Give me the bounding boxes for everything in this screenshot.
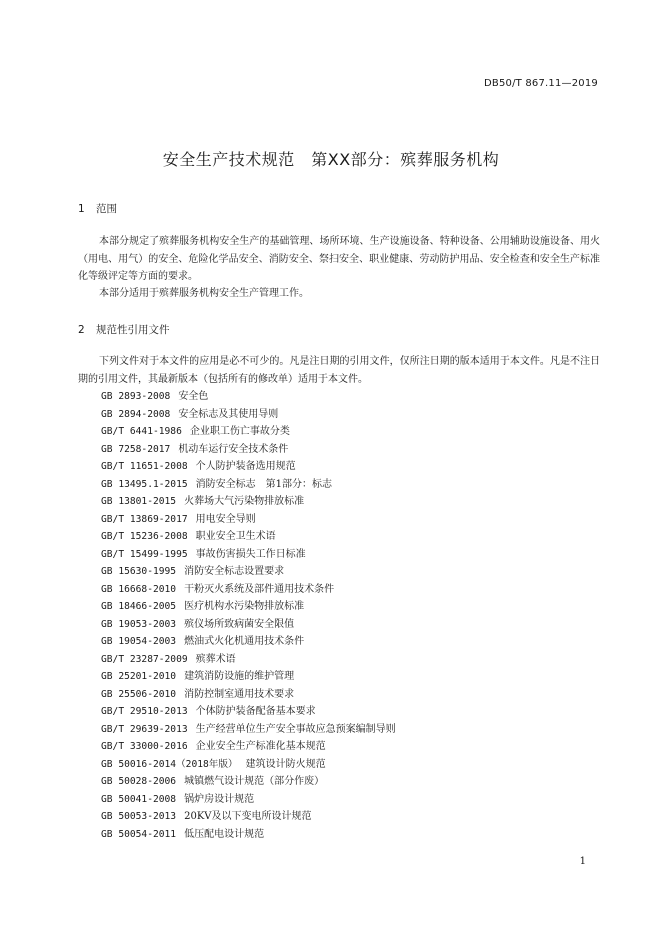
section-2-paragraph-1: 下列文件对于本文件的应用是必不可少的。凡是注日期的引用文件，仅所注日期的版本适用于本文件。凡是不注日期的引用文件，其最新版本（包括所有的修改单）适用于本文件。 [78,356,600,385]
reference-item [101,458,396,476]
reference-item [101,721,396,739]
reference-title: 殡葬术语 [195,653,236,665]
reference-code: GB/T 11651-2008 [101,461,188,472]
reference-item [101,476,396,494]
reference-code: GB 50016-2014（2018年版） [101,758,238,770]
reference-title: 用电安全导则 [195,513,256,525]
reference-item [101,738,396,756]
reference-title: 机动车运行安全技术条件 [178,443,289,455]
reference-item [101,441,396,459]
reference-title: 安全色 [178,391,209,402]
section-1-paragraph-1: 本部分规定了殡葬服务机构安全生产的基础管理、场所环境、生产设施设备、特种设备、公用辅助设施设备、用火（用电、用气）的安全、危险化学品安全、消防安全、祭扫安全、职业健康、劳动防护用品、安全检查和安全生产标准化等级评定等方面的要求。 [78,236,600,282]
reference-code: GB/T 29510-2013 [101,706,188,717]
reference-title: 安全标志及其使用导则 [178,408,279,420]
reference-item [101,808,396,826]
standard-code: DB50/T 867.11—2019 [484,78,598,89]
reference-code: GB 18466-2005 [101,601,177,612]
reference-code: GB/T 15236-2008 [101,531,188,542]
reference-item [101,686,396,704]
reference-item [101,528,396,546]
reference-title: 20KV及以下变电所设计规范 [184,811,312,822]
reference-code: GB 19054-2003 [101,636,177,647]
reference-item [101,388,396,406]
reference-title: 建筑消防设施的维护管理 [184,671,295,682]
reference-title: 殡仪场所致病菌安全限值 [184,618,295,630]
reference-code: GB/T 33000-2016 [101,741,188,752]
reference-code: GB/T 6441-1986 [101,426,182,437]
reference-code: GB 13495.1-2015 [101,478,188,490]
reference-title: 医疗机构水污染物排放标准 [184,601,305,612]
reference-item [101,406,396,424]
reference-item [101,703,396,721]
reference-title: 个体防护装备配备基本要求 [195,706,316,717]
reference-item [101,791,396,809]
reference-title: 城镇燃气设计规范（部分作废） [184,776,325,787]
reference-title: 建筑设计防火规范 [245,758,326,770]
reference-item [101,563,396,581]
reference-item [101,651,396,669]
reference-title: 火葬场大气污染物排放标准 [184,496,305,507]
reference-item [101,633,396,651]
reference-item [101,546,396,564]
reference-code: GB 16668-2010 [101,583,177,595]
page-number: 1 [579,856,586,867]
section-1-title: 范围 [96,203,117,215]
section-2-title: 规范性引用文件 [96,324,170,336]
reference-item [101,598,396,616]
reference-title: 企业安全生产标准化基本规范 [195,741,326,752]
reference-code: GB 13801-2015 [101,496,177,507]
reference-code: GB 2893-2008 [101,391,171,402]
reference-code: GB/T 29639-2013 [101,723,188,735]
reference-item [101,493,396,511]
reference-code: GB 50054-2011 [101,828,177,840]
reference-code: GB 50028-2006 [101,776,177,787]
reference-title: 消防安全标志设置要求 [184,566,285,577]
reference-item [101,668,396,686]
reference-code: GB 50041-2008 [101,793,177,805]
reference-item [101,581,396,599]
reference-code: GB/T 23287-2009 [101,653,188,665]
reference-code: GB 50053-2013 [101,811,177,822]
reference-item [101,773,396,791]
reference-code: GB 2894-2008 [101,408,171,420]
reference-code: GB 15630-1995 [101,566,177,577]
reference-title: 个人防护装备选用规范 [195,461,296,472]
reference-code: GB 25201-2010 [101,671,177,682]
reference-code: GB/T 15499-1995 [101,548,188,560]
reference-item [101,826,396,844]
document-title: 安全生产技术规范 第XX部分：殡葬服务机构 [162,150,500,169]
section-2-number: 2 [78,324,85,336]
reference-code: GB 25506-2010 [101,688,177,700]
reference-title: 企业职工伤亡事故分类 [189,426,290,437]
reference-code: GB 7258-2017 [101,443,171,455]
reference-title: 低压配电设计规范 [184,828,265,840]
reference-item [101,756,396,774]
section-1-heading [78,201,117,216]
reference-code: GB 19053-2003 [101,618,177,630]
reference-item [101,616,396,634]
section-1-paragraph-2: 本部分适用于殡葬服务机构安全生产管理工作。 [99,288,309,299]
reference-item [101,423,396,441]
reference-title: 燃油式火化机通用技术条件 [184,636,305,647]
reference-title: 职业安全卫生术语 [195,531,276,542]
reference-item [101,511,396,529]
reference-title: 消防安全标志 第1部分：标志 [195,478,333,490]
section-1-number: 1 [78,203,85,215]
reference-title: 消防控制室通用技术要求 [184,688,295,700]
reference-title: 干粉灭火系统及部件通用技术条件 [184,583,335,595]
reference-title: 生产经营单位生产安全事故应急预案编制导则 [195,723,396,735]
section-2-heading [78,322,170,337]
reference-code: GB/T 13869-2017 [101,513,188,525]
reference-title: 锅炉房设计规范 [184,793,255,805]
reference-title: 事故伤害损失工作日标准 [195,548,306,560]
reference-list [101,388,396,843]
